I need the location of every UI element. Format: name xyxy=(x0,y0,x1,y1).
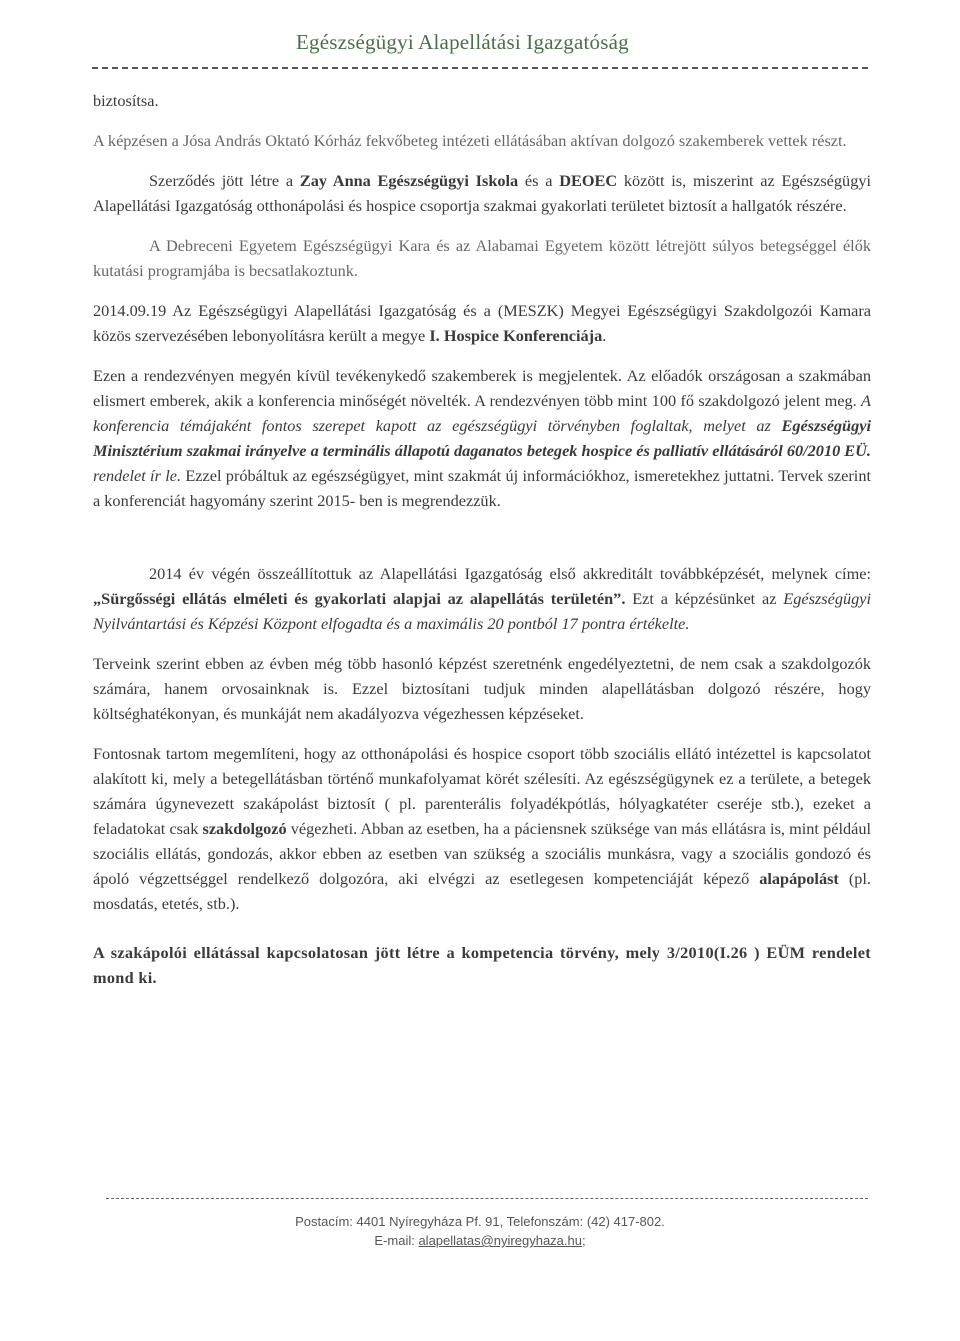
p6-text-e: Ezzel próbáltuk az egészségügyet, mint szakmát új információkhoz, ismeretekhez juttatni. Tervek szerint a konferenciát hagyomány szerint 2015- ben is megrendezzük. xyxy=(93,466,871,510)
paragraph-2: A képzésen a Jósa András Oktató Kórház fekvőbeteg intézeti ellátásában aktívan dolgozó szakemberek vettek részt. xyxy=(93,131,847,150)
p6-ministry-guideline: Egészségügyi Minisztérium szakmai irányelve a terminális állapotú daganatos betegek hospice és palliatív ellátásáról 60/2010 EÜ. xyxy=(93,416,871,460)
p7-accreditation: Egészségügyi Nyilvántartási és Képzési Központ elfogadta és a maximális 20 pontból 17 pontra értékelte. xyxy=(93,589,871,633)
paragraph-1: biztosítsa. xyxy=(93,91,159,110)
p7-text-a: 2014 év végén összeállítottuk az Alapellátási Igazgatóság első akkreditált továbbképzését, melynek címe: xyxy=(149,564,871,583)
paragraph-3 xyxy=(93,168,871,218)
p6-italic-text: A konferencia témájaként fontos szerepet kapott az egészségügyi törvényben foglaltak, melyet az xyxy=(93,391,871,435)
p6-italic-suffix: rendelet ír le. xyxy=(93,466,182,485)
p5-text-a: 2014.09.19 Az Egészségügyi Alapellátási Igazgatóság és a (MESZK) Megyei Egészségügyi Szakdolgozói Kamara közös szervezésében lebonyolításra került a megye xyxy=(93,301,871,345)
p3-deoec: DEOEC xyxy=(559,171,618,190)
footer-email-line xyxy=(0,1231,960,1250)
paragraph-10: A szakápolói ellátással kapcsolatosan jött létre a kompetencia törvény, mely 3/2010(I.26 ) EÜM rendelet mond ki. xyxy=(93,943,871,987)
p9-text-e: (pl. mosdatás, etetés, stb.). xyxy=(93,869,871,913)
p6-text-a: Ezen a rendezvényen megyén kívül tevékenykedő szakemberek is megjelentek. Az előadók országosan a szakmában elismert emberek, akik a konferencia minőségét növelték. A rendezvényen több mint 100 fő szakdolgozó jelent meg. xyxy=(93,366,871,410)
paragraph-6 xyxy=(93,363,871,513)
p9-text-c: végezheti. Abban az esetben, ha a páciensnek szüksége van más ellátásra is, mint például szociális ellátás, gondozás, akkor ebben az esetben van szükség a szociális munkásra, vagy a szociális gondozó és ápoló végzettséggel rendelkező dolgozóra, aki elvégzi az esetlegesen kompetenciáját képező xyxy=(93,819,871,888)
footer-email-link[interactable]: alapellatas@nyiregyhaza.hu xyxy=(418,1233,582,1248)
p3-text-c: és a xyxy=(518,171,560,190)
paragraph-9 xyxy=(93,741,871,916)
p3-text-a: Szerződés jött létre a xyxy=(149,171,300,190)
paragraph-4: A Debreceni Egyetem Egészségügyi Kara és az Alabamai Egyetem között létrejött súlyos betegséggel élők kutatási programjába is becsatlakoztunk. xyxy=(93,236,871,280)
p7-training-title: „Sürgősségi ellátás elméleti és gyakorlati alapjai az alapellátás területén”. xyxy=(93,589,626,608)
footer-email-suffix: ; xyxy=(581,1233,586,1248)
header-divider xyxy=(92,67,868,69)
footer-divider xyxy=(106,1198,868,1199)
footer-email-label: E-mail: xyxy=(374,1233,419,1248)
p3-school-name: Zay Anna Egészségügyi Iskola xyxy=(299,171,519,190)
paragraph-7 xyxy=(93,561,871,636)
p9-bold-alapapolast: alapápolást xyxy=(759,869,839,888)
p7-text-c: Ezt a képzésünket az xyxy=(625,589,784,608)
p5-text-c: . xyxy=(602,326,607,345)
paragraph-8: Terveink szerint ebben az évben még több hasonló képzést szeretnénk engedélyeztetni, de nem csak a szakdolgozók számára, hanem orvosainknak is. Ezzel biztosítani tudjuk minden alapellátásban dolgozó részére, hogy költséghatékonyan, és munkáját nem akadályozva végezhessen képzéseket. xyxy=(93,654,871,723)
p9-text-a: Fontosnak tartom megemlíteni, hogy az otthonápolási és hospice csoport több szociális ellátó intézettel is kapcsolatot alakított ki, mely a betegellátásban történő munkafolyamat körét szélesíti. Az egészségügynek ez a területe, a betegek számára úgynevezett szakápolást biztosít ( pl. parenterális folyadékpótlás, hólyagkatéter cseréje stb.), ezeket a feladatokat csak xyxy=(93,744,871,838)
p9-bold-szakdolgozo: szakdolgozó xyxy=(202,819,287,838)
p5-conference-name: I. Hospice Konferenciája xyxy=(429,326,603,345)
page-footer xyxy=(0,1212,960,1250)
footer-address: Postacím: 4401 Nyíregyháza Pf. 91, Telefonszám: (42) 417-802. xyxy=(295,1214,665,1229)
page-header-title: Egészségügyi Alapellátási Igazgatóság xyxy=(296,30,629,54)
p3-text-e: között is, miszerint az Egészségügyi Alapellátási Igazgatóság otthonápolási és hospice csoportja szakmai gyakorlati területet biztosít a hallgatók részére. xyxy=(93,171,871,215)
document-body xyxy=(93,88,871,990)
paragraph-5 xyxy=(93,298,871,348)
